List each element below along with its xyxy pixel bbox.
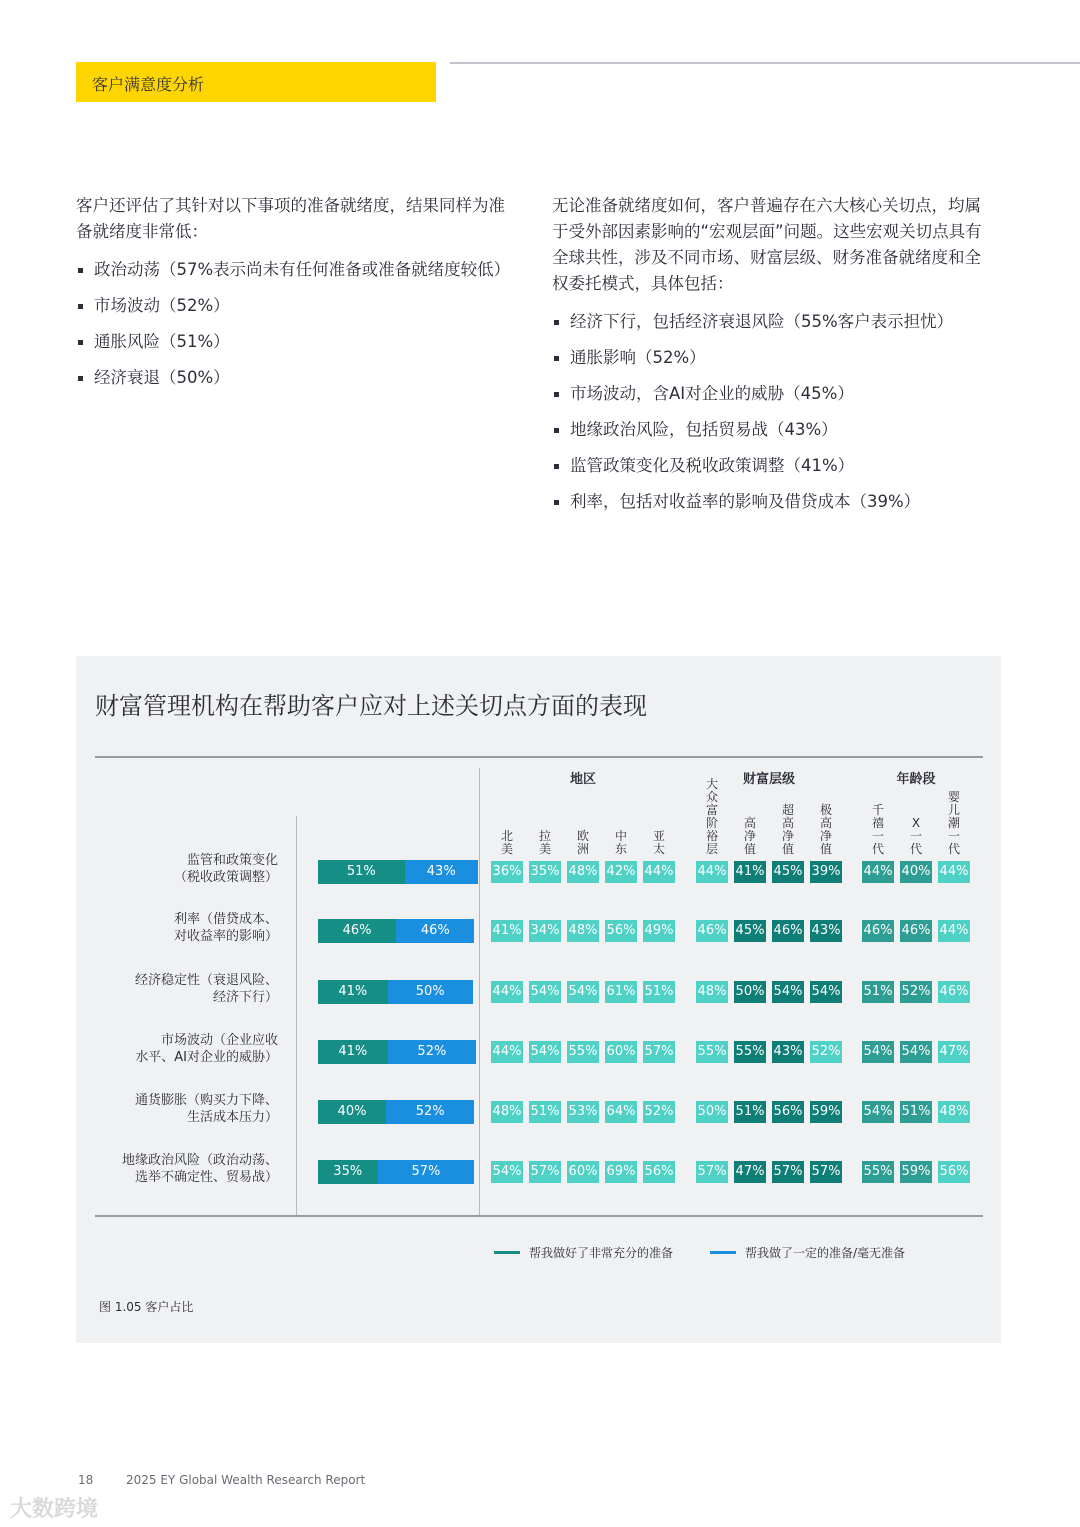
value-cell: 46%	[862, 920, 894, 942]
value-cell: 45%	[772, 861, 804, 883]
value-cell: 46%	[938, 981, 970, 1003]
value-cell: 41%	[491, 920, 523, 942]
row-label: 利率（借贷成本、 对收益率的影响）	[173, 912, 278, 944]
value-cell: 54%	[900, 1041, 932, 1063]
value-cell: 36%	[491, 861, 523, 883]
bar-segment-prepared: 41%	[318, 980, 388, 1004]
group-label: 年龄段	[896, 772, 936, 787]
chart-top-rule	[95, 756, 983, 758]
value-cell: 57%	[696, 1161, 728, 1183]
value-cell: 52%	[643, 1101, 675, 1123]
value-cell: 48%	[567, 861, 599, 883]
figure-caption: 图 1.05 客户占比	[99, 1300, 194, 1314]
value-cell: 43%	[772, 1041, 804, 1063]
value-cell: 57%	[529, 1161, 561, 1183]
value-cell: 54%	[810, 981, 842, 1003]
row-label: 监管和政策变化 （税收政策调整）	[173, 853, 278, 885]
value-cell: 44%	[643, 861, 675, 883]
right-intro: 无论准备就绪度如何，客户普遍存在六大核心关切点，均属于受外部因素影响的“宏观层面”问题。这些宏观关切点具有全球共性，涉及不同市场、财富层级、财务准备就绪度和全权委托模式，具体包括：	[552, 196, 982, 293]
left-bullet: 通胀风险（51%）	[76, 329, 516, 355]
value-cell: 53%	[567, 1101, 599, 1123]
bar-segment-prepared: 35%	[318, 1160, 378, 1184]
value-cell: 51%	[643, 981, 675, 1003]
column-header: 大 众 富 阶 裕 层	[705, 777, 718, 856]
right-bullet-list	[552, 309, 992, 515]
column-header: 中 东	[614, 829, 627, 856]
right-bullet: 通胀影响（52%）	[552, 345, 992, 371]
value-cell: 51%	[900, 1101, 932, 1123]
bar-segment-unprepared: 52%	[386, 1100, 474, 1124]
value-cell: 56%	[605, 920, 637, 942]
value-cell: 46%	[696, 920, 728, 942]
value-cell: 57%	[810, 1161, 842, 1183]
group-label: 地区	[569, 772, 596, 787]
value-cell: 54%	[862, 1101, 894, 1123]
value-cell: 54%	[862, 1041, 894, 1063]
value-cell: 54%	[491, 1161, 523, 1183]
value-cell: 48%	[938, 1101, 970, 1123]
value-cell: 59%	[900, 1161, 932, 1183]
value-cell: 57%	[772, 1161, 804, 1183]
row-label: 市场波动（企业应收 水平、AI对企业的威胁）	[135, 1033, 278, 1065]
value-cell: 60%	[605, 1041, 637, 1063]
column-header: 拉 美	[538, 829, 551, 856]
overall-divider	[479, 768, 480, 1215]
top-divider	[450, 62, 1080, 64]
bar-segment-unprepared: 43%	[405, 860, 478, 884]
value-cell: 39%	[810, 861, 842, 883]
row-label: 地缘政治风险（政治动荡、 选举不确定性、贸易战）	[121, 1153, 278, 1185]
value-cell: 40%	[900, 861, 932, 883]
column-header: 高 净 值	[743, 816, 756, 856]
legend-swatch-unprepared	[710, 1251, 736, 1254]
value-cell: 42%	[605, 861, 637, 883]
right-bullet: 监管政策变化及税收政策调整（41%）	[552, 453, 992, 479]
value-cell: 54%	[567, 981, 599, 1003]
column-header: 亚 太	[652, 829, 665, 856]
bar-segment-prepared: 51%	[318, 860, 405, 884]
report-name: 2025 EY Global Wealth Research Report	[126, 1473, 366, 1487]
chart-bottom-rule	[95, 1215, 983, 1217]
value-cell: 59%	[810, 1101, 842, 1123]
left-column	[76, 193, 516, 401]
value-cell: 48%	[696, 981, 728, 1003]
chart-title: 财富管理机构在帮助客户应对上述关切点方面的表现	[95, 692, 647, 720]
right-bullet: 利率，包括对收益率的影响及借贷成本（39%）	[552, 489, 992, 515]
value-cell: 47%	[734, 1161, 766, 1183]
value-cell: 46%	[772, 920, 804, 942]
column-header: 欧 洲	[576, 829, 589, 856]
value-cell: 46%	[900, 920, 932, 942]
page-number: 18	[78, 1473, 94, 1487]
bar-segment-prepared: 40%	[318, 1100, 386, 1124]
column-header: 超 高 净 值	[781, 803, 794, 856]
value-cell: 50%	[734, 981, 766, 1003]
value-cell: 43%	[810, 920, 842, 942]
group-label: 财富层级	[742, 772, 795, 787]
value-cell: 41%	[734, 861, 766, 883]
value-cell: 54%	[772, 981, 804, 1003]
value-cell: 44%	[491, 981, 523, 1003]
value-cell: 48%	[491, 1101, 523, 1123]
legend-swatch-prepared	[494, 1251, 520, 1254]
column-header: 婴 儿 潮 一 代	[947, 790, 960, 856]
legend-label-prepared: 帮我做好了非常充分的准备	[529, 1246, 674, 1260]
value-cell: 56%	[772, 1101, 804, 1123]
column-header: 极 高 净 值	[819, 803, 832, 856]
bar-segment-unprepared: 46%	[396, 919, 474, 943]
value-cell: 44%	[696, 861, 728, 883]
value-cell: 54%	[529, 981, 561, 1003]
right-bullet: 市场波动，含AI对企业的威胁（45%）	[552, 381, 992, 407]
column-header: X 一 代	[909, 816, 922, 856]
value-cell: 44%	[491, 1041, 523, 1063]
legend-label-unprepared: 帮我做了一定的准备/毫无准备	[745, 1246, 906, 1260]
value-cell: 56%	[938, 1161, 970, 1183]
right-bullet: 地缘政治风险，包括贸易战（43%）	[552, 417, 992, 443]
bar-segment-unprepared: 52%	[388, 1040, 476, 1064]
value-cell: 51%	[734, 1101, 766, 1123]
left-bullet: 经济衰退（50%）	[76, 365, 516, 391]
row-label: 经济稳定性（衰退风险、 经济下行）	[134, 973, 278, 1005]
section-tag-label: 客户满意度分析	[92, 75, 205, 94]
value-cell: 57%	[643, 1041, 675, 1063]
bar-segment-unprepared: 50%	[388, 980, 473, 1004]
left-bullet: 政治动荡（57%表示尚未有任何准备或准备就绪度较低）	[76, 257, 516, 283]
value-cell: 60%	[567, 1161, 599, 1183]
value-cell: 45%	[734, 920, 766, 942]
value-cell: 44%	[862, 861, 894, 883]
bar-segment-prepared: 41%	[318, 1040, 388, 1064]
value-cell: 64%	[605, 1101, 637, 1123]
row-label: 通货膨胀（购买力下降、 生活成本压力）	[134, 1093, 278, 1125]
bar-segment-prepared: 46%	[318, 919, 396, 943]
value-cell: 44%	[938, 861, 970, 883]
left-bullet-list	[76, 257, 516, 391]
value-cell: 48%	[567, 920, 599, 942]
value-cell: 47%	[938, 1041, 970, 1063]
value-cell: 52%	[900, 981, 932, 1003]
watermark: 大数跨境	[10, 1497, 99, 1522]
value-cell: 55%	[696, 1041, 728, 1063]
value-cell: 49%	[643, 920, 675, 942]
value-cell: 52%	[810, 1041, 842, 1063]
value-cell: 35%	[529, 861, 561, 883]
value-cell: 55%	[734, 1041, 766, 1063]
value-cell: 34%	[529, 920, 561, 942]
section-tag	[76, 62, 436, 102]
value-cell: 44%	[938, 920, 970, 942]
value-cell: 61%	[605, 981, 637, 1003]
left-intro: 客户还评估了其针对以下事项的准备就绪度，结果同样为准备就绪度非常低：	[76, 196, 505, 241]
bar-segment-unprepared: 57%	[378, 1160, 475, 1184]
value-cell: 56%	[643, 1161, 675, 1183]
right-column	[552, 193, 992, 525]
value-cell: 55%	[567, 1041, 599, 1063]
column-header: 北 美	[500, 829, 513, 856]
label-divider	[296, 816, 297, 1215]
left-bullet: 市场波动（52%）	[76, 293, 516, 319]
value-cell: 51%	[862, 981, 894, 1003]
value-cell: 51%	[529, 1101, 561, 1123]
value-cell: 69%	[605, 1161, 637, 1183]
column-header: 千 禧 一 代	[871, 803, 884, 856]
value-cell: 54%	[529, 1041, 561, 1063]
right-bullet: 经济下行，包括经济衰退风险（55%客户表示担忧）	[552, 309, 992, 335]
value-cell: 50%	[696, 1101, 728, 1123]
value-cell: 55%	[862, 1161, 894, 1183]
